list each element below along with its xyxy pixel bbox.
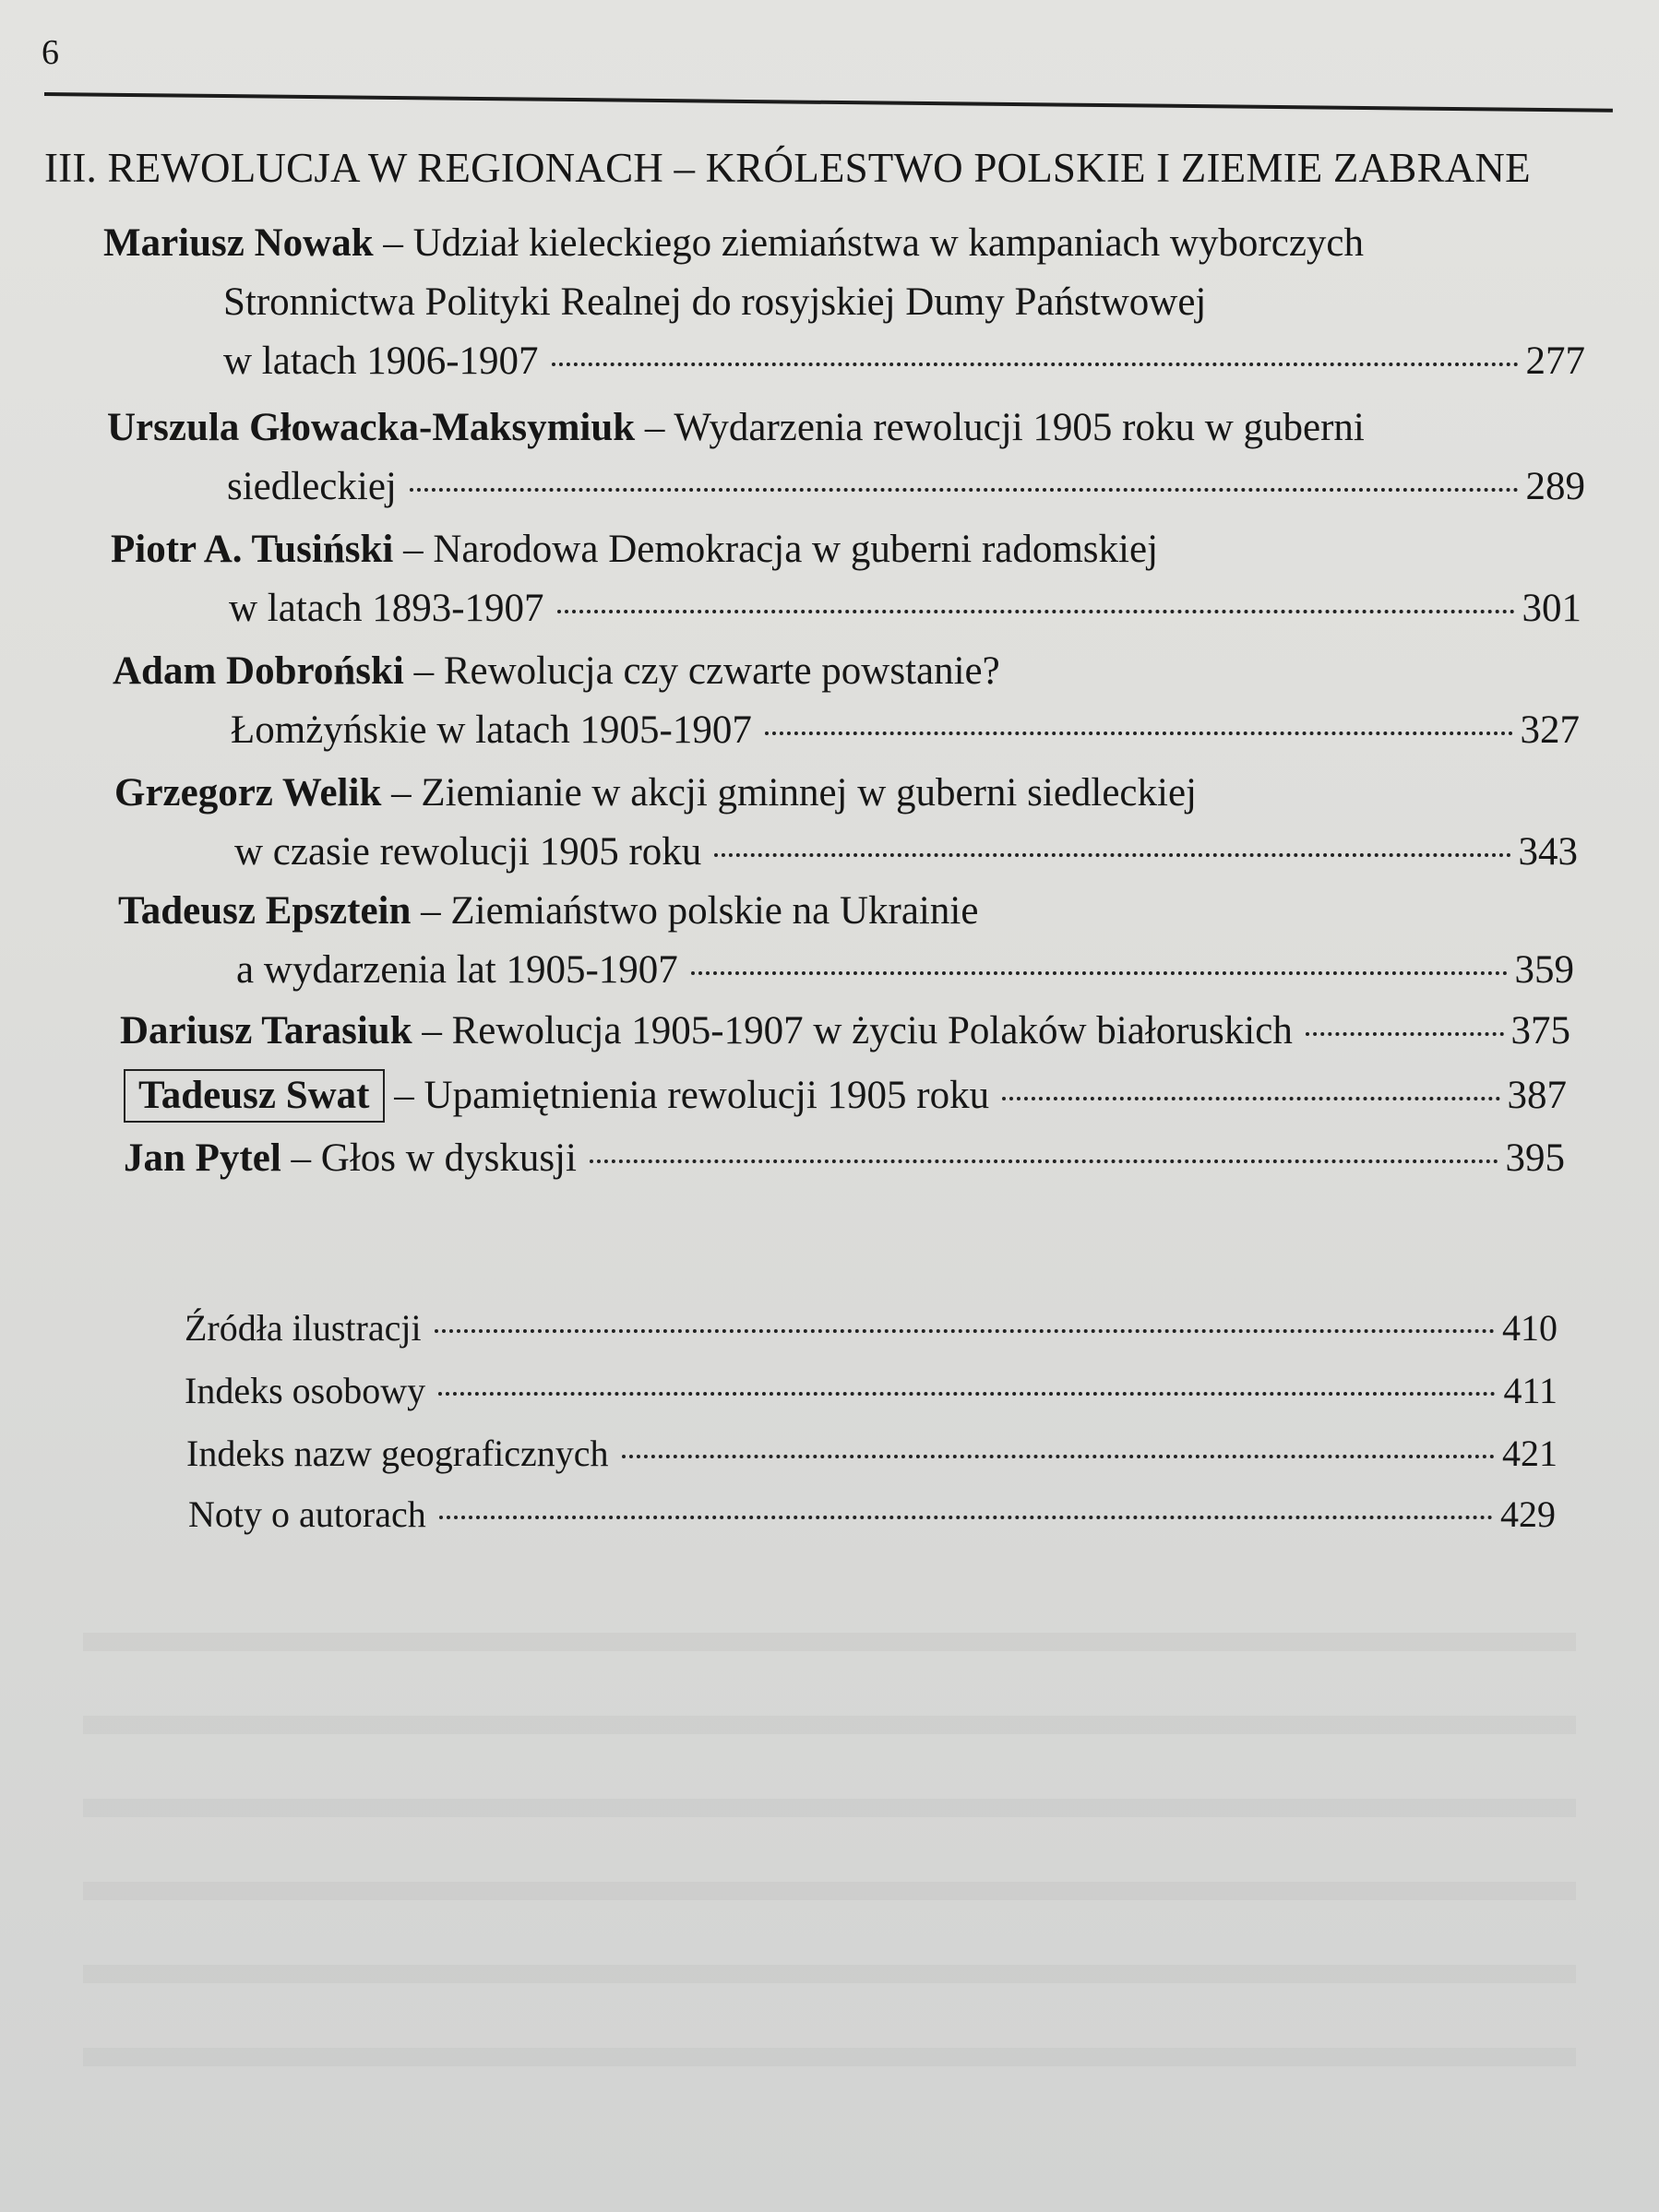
entry-author: Mariusz Nowak (103, 221, 374, 265)
entry-page-number: 277 (1525, 339, 1585, 383)
entry-title: – Rewolucja 1905-1907 w życiu Polaków białoruskich (422, 1009, 1293, 1052)
appendix-entry (185, 1362, 1558, 1421)
toc-entry (107, 398, 1585, 517)
appendix-line (188, 1485, 1556, 1544)
page-number: 6 (42, 33, 59, 72)
dot-leader (552, 363, 1519, 366)
entry-author: Piotr A. Tusiński (111, 528, 394, 571)
dot-leader (1306, 1032, 1504, 1036)
entry-text (124, 1066, 989, 1125)
toc-entry-last-line (103, 332, 1585, 391)
toc-entry-line (124, 1129, 1565, 1188)
entry-text (120, 1002, 1293, 1061)
entry-author: Grzegorz Welik (114, 771, 382, 815)
entry-title-end: w czasie rewolucji 1905 roku (234, 830, 702, 874)
appendix-line (186, 1424, 1558, 1483)
dot-leader (590, 1160, 1498, 1163)
dot-leader (765, 731, 1513, 735)
entry-title: – Udział kieleckiego ziemiaństwa w kampaniach wyborczych (383, 221, 1365, 265)
entry-author: Adam Dobroński (113, 649, 404, 693)
appendix-label: Noty o autorach (188, 1493, 426, 1535)
entry-title-continuation: Stronnictwa Polityki Realnej do rosyjskiej Dumy Państwowej (223, 280, 1207, 324)
dot-leader (435, 1329, 1495, 1333)
section-title: III. REWOLUCJA W REGIONACH – KRÓLESTWO POLSKIE I ZIEMIE ZABRANE (44, 145, 1531, 191)
header-rule (44, 92, 1613, 113)
entry-title: – Ziemiaństwo polskie na Ukrainie (421, 889, 979, 933)
toc-entry-last-line (107, 458, 1585, 517)
appendix-line (185, 1299, 1558, 1358)
entry-author: Urszula Głowacka-Maksymiuk (107, 406, 636, 449)
toc-entry (113, 642, 1580, 760)
appendix-entry (185, 1299, 1558, 1358)
toc-entry-last-line (111, 579, 1581, 638)
entry-page-number: 395 (1505, 1136, 1565, 1180)
appendix-label: Źródła ilustracji (185, 1307, 422, 1349)
appendix-entry (188, 1485, 1556, 1544)
entry-title: – Rewolucja czy czwarte powstanie? (413, 649, 1000, 693)
appendix-page-number: 410 (1502, 1307, 1558, 1349)
entry-title-end: Łomżyńskie w latach 1905-1907 (231, 708, 752, 752)
appendix-page-number: 421 (1502, 1433, 1558, 1474)
show-through-shadow (83, 1568, 1576, 2122)
entry-title: – Ziemianie w akcji gminnej w guberni siedleckiej (391, 771, 1197, 815)
entry-title: – Wydarzenia rewolucji 1905 roku w guberni (644, 406, 1365, 449)
appendix-label: Indeks osobowy (185, 1370, 426, 1411)
entry-title: – Upamiętnienia rewolucji 1905 roku (394, 1074, 990, 1117)
entry-author-highlighted: Tadeusz Swat (124, 1069, 385, 1123)
entry-page-number: 327 (1520, 708, 1580, 752)
toc-entry (114, 764, 1578, 882)
toc-entry-line (120, 1002, 1570, 1061)
toc-entry-line (124, 1066, 1567, 1125)
dot-leader (622, 1455, 1495, 1458)
dot-leader (1002, 1097, 1499, 1100)
entry-author: Dariusz Tarasiuk (120, 1009, 412, 1052)
entry-title: – Głos w dyskusji (291, 1136, 577, 1180)
dot-leader (410, 488, 1519, 492)
dot-leader (714, 853, 1510, 857)
entry-page-number: 289 (1525, 465, 1585, 508)
entry-author: Tadeusz Epsztein (118, 889, 412, 933)
entry-title-end: w latach 1893-1907 (229, 587, 544, 630)
entry-page-number: 301 (1522, 587, 1581, 630)
toc-entry (124, 1066, 1567, 1125)
toc-entry-first-line (113, 642, 1580, 701)
toc-entry (118, 882, 1574, 1000)
dot-leader (557, 610, 1515, 613)
entry-page-number: 343 (1518, 830, 1578, 874)
toc-entry (124, 1129, 1565, 1188)
toc-entry-first-line (103, 214, 1585, 273)
dot-leader (438, 1392, 1496, 1396)
dot-leader (691, 971, 1508, 975)
toc-entry-first-line (107, 398, 1585, 458)
toc-entry-first-line (111, 520, 1581, 579)
appendix-page-number: 429 (1500, 1493, 1556, 1535)
dot-leader (439, 1516, 1493, 1519)
entry-title: – Narodowa Demokracja w guberni radomskiej (403, 528, 1159, 571)
toc-entry (103, 214, 1585, 391)
entry-page-number: 359 (1514, 948, 1574, 992)
entry-text (124, 1129, 577, 1188)
toc-entry-first-line (118, 882, 1574, 941)
entry-title-end: a wydarzenia lat 1905-1907 (236, 948, 678, 992)
toc-entry (120, 1002, 1570, 1061)
entry-title-end: siedleckiej (227, 465, 397, 508)
toc-entry-first-line (114, 764, 1578, 823)
toc-entry (111, 520, 1581, 638)
entry-title-end: w latach 1906-1907 (223, 339, 539, 383)
appendix-line (185, 1362, 1558, 1421)
entry-author: Jan Pytel (124, 1136, 281, 1180)
toc-entry-last-line (113, 701, 1580, 760)
toc-entry-last-line (114, 823, 1578, 882)
entry-page-number: 387 (1507, 1074, 1567, 1117)
appendix-entry (186, 1424, 1558, 1483)
toc-entry-last-line (118, 941, 1574, 1000)
appendix-label: Indeks nazw geograficznych (186, 1433, 609, 1474)
appendix-page-number: 411 (1503, 1370, 1558, 1411)
entry-page-number: 375 (1510, 1009, 1570, 1052)
